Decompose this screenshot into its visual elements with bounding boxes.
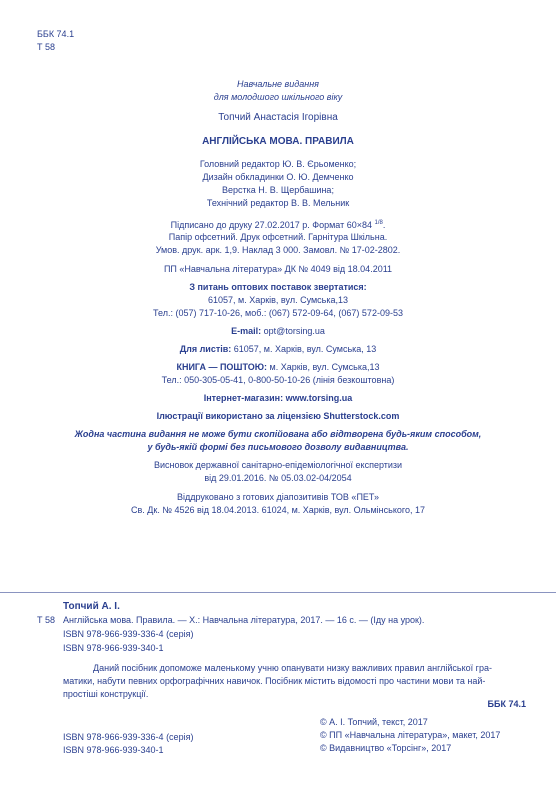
copyright-notice-line-1: Жодна частина видання не може бути скопійована або відтворена будь-яким способом, — [74, 429, 482, 439]
catalog-isbn-series: ISBN 978-966-939-336-4 (серія) — [63, 629, 194, 639]
footer-isbn: ISBN 978-966-939-340-1 — [63, 745, 164, 755]
print-info-line-2: Папір офсетний. Друк офсетний. Гарнітура Шкільна. — [168, 232, 388, 242]
wholesale-address: 61057, м. Харків, вул. Сумська,13 — [207, 295, 348, 305]
print-info-line-1 — [0, 220, 556, 230]
mailorder-phones: Тел.: 050-305-05-41, 0-800-50-10-26 (лінія безкоштовна) — [161, 375, 395, 385]
bbk-code: ББК 74.1 — [37, 29, 75, 39]
credit-tech-editor: Технічний редактор В. В. Мельник — [206, 198, 350, 208]
separator-line — [0, 592, 556, 593]
wholesale-phones: Тел.: (057) 717-10-26, моб.: (067) 572-09-64, (067) 572-09-53 — [153, 308, 403, 318]
print-info-fraction: 1/8 — [374, 220, 383, 226]
catalog-bbk: ББК 74.1 — [487, 699, 526, 709]
credit-editor: Головний редактор Ю. В. Єрьоменко; — [199, 159, 357, 169]
catalog-author: Топчий А. І. — [63, 601, 120, 612]
copyright-layout: © ПП «Навчальна література», макет, 2017 — [320, 730, 501, 740]
mailorder-value: м. Харків, вул. Сумська,13 — [269, 362, 380, 372]
catalog-entry: Англійська мова. Правила. — Х.: Навчальна література, 2017. — 16 с. — (Іду на урок). — [63, 615, 425, 625]
credit-cover: Дизайн обкладинки О. Ю. Демченко — [202, 172, 354, 182]
letters-label: Для листів: — [179, 344, 232, 354]
printed-line-1: Віддруковано з готових діапозитивів ТОВ «ПЕТ» — [176, 492, 380, 502]
credit-layout: Верстка Н. В. Щербашина; — [222, 185, 334, 195]
shop-line — [0, 394, 556, 403]
footer-isbn-series: ISBN 978-966-939-336-4 (серія) — [63, 732, 194, 742]
copyright-publisher: © Видавництво «Торсінг», 2017 — [320, 743, 452, 753]
mailorder-line — [0, 363, 556, 372]
copyright-notice-line-2: у будь-якій формі без письмового дозволу видавництва. — [147, 442, 409, 452]
sanitary-line-2: від 29.01.2016. № 05.03.02-04/2054 — [204, 473, 352, 483]
catalog-isbn: ISBN 978-966-939-340-1 — [63, 643, 164, 653]
letters-line — [0, 345, 556, 354]
abstract-line-1: Даний посібник допоможе маленькому учню опанувати низку важливих правил англійської гра- — [93, 663, 492, 673]
copyright-author: © А. І. Топчий, текст, 2017 — [320, 717, 428, 727]
email-label: E-mail: — [231, 326, 262, 336]
wholesale-heading: З питань оптових поставок звертатися: — [189, 282, 367, 292]
abstract-line-3: простіші конструкції. — [63, 689, 149, 699]
book-title: АНГЛІЙСЬКА МОВА. ПРАВИЛА — [202, 136, 354, 147]
publisher-registration: ПП «Навчальна література» ДК № 4049 від 18.04.2011 — [163, 264, 393, 274]
email-value[interactable]: opt@torsing.ua — [263, 326, 325, 336]
series-line-2: для молодшого шкільного віку — [213, 92, 343, 102]
author-name: Топчий Анастасія Ігорівна — [218, 112, 338, 123]
series-line-1: Навчальне видання — [237, 79, 319, 89]
catalog-sign: Т 58 — [37, 615, 56, 625]
shop-url[interactable]: www.torsing.ua — [285, 393, 353, 403]
abstract-line-2: матики, набути певних орфографічних навичок. Посібник містить відомості про частини мови та най- — [63, 676, 486, 686]
print-info-line-3: Умов. друк. арк. 1,9. Наклад 3 000. Замовл. № 17-02-2802. — [155, 245, 401, 255]
letters-value: 61057, м. Харків, вул. Сумська, 13 — [233, 344, 377, 354]
printed-line-2: Св. Дк. № 4526 від 18.04.2013. 61024, м. Харків, вул. Ольмінського, 17 — [131, 505, 425, 515]
shop-label: Інтернет-магазин: — [203, 393, 284, 403]
email-line — [0, 327, 556, 336]
print-info-format: Підписано до друку 27.02.2017 р. Формат 60×84 — [170, 220, 372, 230]
license-line: Ілюстрації використано за ліцензією Shutterstock.com — [156, 411, 400, 421]
print-info-dot: . — [382, 220, 386, 230]
mailorder-label: КНИГА — ПОШТОЮ: — [176, 362, 268, 372]
author-sign: Т 58 — [37, 42, 56, 52]
sanitary-line-1: Висновок державної санітарно-епідеміологічної експертизи — [153, 460, 403, 470]
